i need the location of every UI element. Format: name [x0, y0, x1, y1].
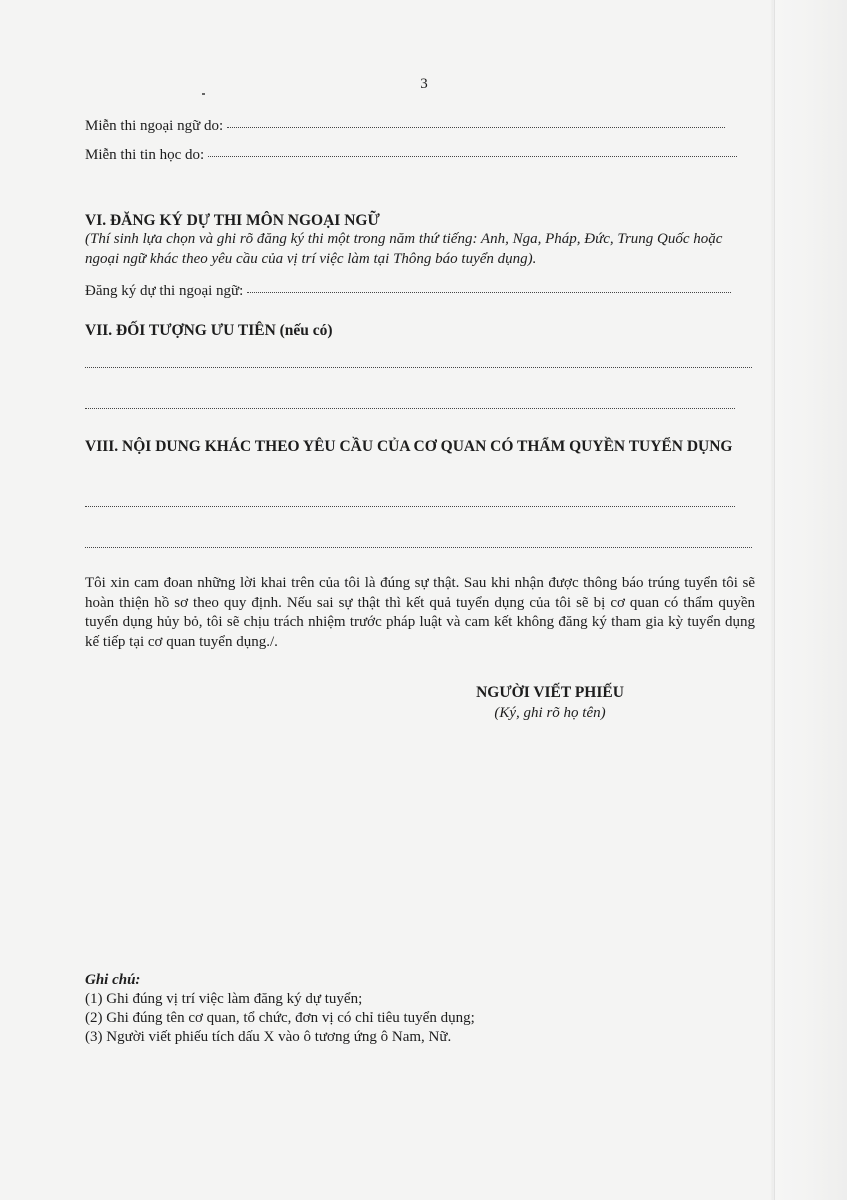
section-vii-heading: VII. ĐỐI TƯỢNG ƯU TIÊN (nếu có) — [85, 322, 333, 339]
informatics-exemption-line — [85, 146, 737, 164]
declaration-paragraph: Tôi xin cam đoan những lời khai trên của tôi là đúng sự thật. Sau khi nhận được thông báo trúng tuyển tôi sẽ hoàn thiện hồ sơ theo quy định. Nếu sai sự thật thì kết quả tuyển dụng của tôi sẽ bị cơ quan có thẩm quyền tuyển dụng hủy bỏ, tôi sẽ chịu trách nhiệm trước pháp luật và cam kết không đăng ký tham gia kỳ tuyển dụng kế tiếp tại cơ quan tuyển dụng./. — [85, 575, 755, 650]
scan-speck — [202, 93, 205, 95]
scan-edge-line — [774, 0, 775, 1200]
scan-edge — [771, 0, 847, 1200]
priority-field-line-2[interactable] — [85, 406, 735, 409]
foreign-language-registration-line — [85, 282, 731, 300]
note-item: (3) Người viết phiếu tích dấu X vào ô tương ứng ô Nam, Nữ. — [85, 1029, 452, 1045]
other-content-field-line-2[interactable] — [85, 545, 752, 548]
foreign-language-registration-field[interactable] — [247, 280, 731, 293]
foreign-language-exemption-line — [85, 117, 725, 135]
notes-title: Ghi chú: — [85, 972, 141, 988]
section-viii-heading: VIII. NỘI DUNG KHÁC THEO YÊU CẦU CỦA CƠ QUAN CÓ THẨM QUYỀN TUYỂN DỤNG — [85, 438, 733, 455]
foreign-language-registration-label: Đăng ký dự thi ngoại ngữ: — [85, 283, 244, 299]
informatics-exemption-label: Miễn thi tin học do: — [85, 147, 205, 163]
other-content-field-line-1[interactable] — [85, 504, 735, 507]
foreign-language-exemption-field[interactable] — [227, 115, 725, 128]
notes-list — [85, 990, 745, 1047]
informatics-exemption-field[interactable] — [208, 144, 737, 157]
signer-title: NGƯỜI VIẾT PHIẾU — [476, 684, 624, 701]
foreign-language-exemption-label: Miễn thi ngoại ngữ do: — [85, 118, 224, 134]
section-vi-heading: VI. ĐĂNG KÝ DỰ THI MÔN NGOẠI NGỮ — [85, 212, 380, 229]
note-item: (1) Ghi đúng vị trí việc làm đăng ký dự tuyển; — [85, 991, 363, 1007]
section-vi-instruction: (Thí sinh lựa chọn và ghi rõ đăng ký thi một trong năm thứ tiếng: Anh, Nga, Pháp, Đức, Trung Quốc hoặc ngoại ngữ khác theo yêu cầu của vị trí việc làm tại Thông báo tuyển dụng). — [85, 231, 723, 267]
signer-instruction: (Ký, ghi rõ họ tên) — [494, 705, 606, 721]
note-item: (2) Ghi đúng tên cơ quan, tổ chức, đơn vị có chỉ tiêu tuyển dụng; — [85, 1010, 475, 1026]
page-number: 3 — [420, 76, 428, 92]
priority-field-line-1[interactable] — [85, 365, 752, 368]
